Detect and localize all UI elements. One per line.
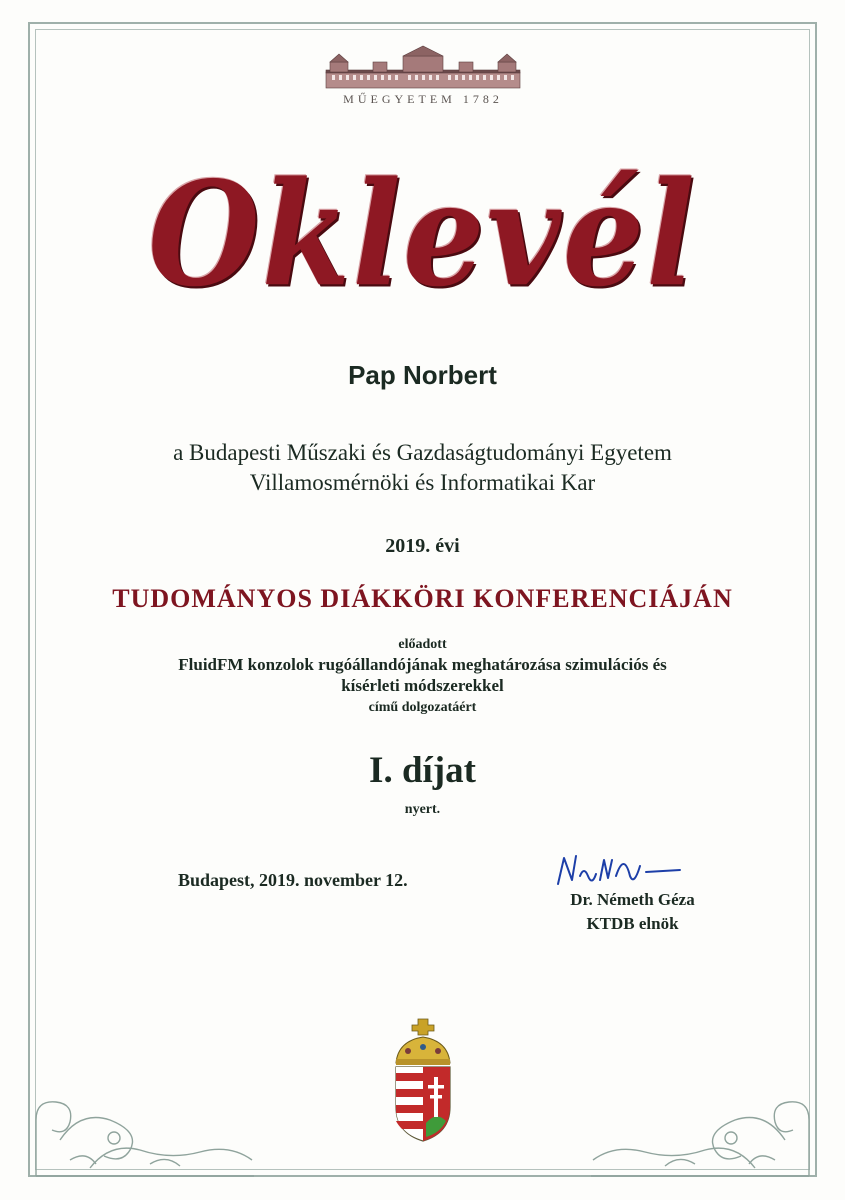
conference-title: TUDOMÁNYOS DIÁKKÖRI KONFERENCIÁJÁN [112, 584, 733, 613]
thesis-title-line-1: FluidFM konzolok rugóállandójának meghatározása szimulációs és [178, 655, 667, 674]
prize-text: I. díjat [369, 750, 476, 791]
presented-label: előadott [398, 637, 447, 652]
signature-icon [550, 846, 700, 896]
thesis-title-line-2: kísérleti módszerekkel [341, 676, 504, 695]
signer-name: Dr. Németh Géza [570, 890, 695, 909]
hungarian-coat-of-arms-icon [388, 1015, 458, 1145]
university-line-1: a Budapesti Műszaki és Gazdaságtudományi Egyetem [173, 440, 672, 465]
certificate-title: Oklevél [148, 151, 697, 319]
institution-mark: MŰEGYETEM 1782 [343, 92, 503, 106]
university-line-2: Villamosmérnöki és Informatikai Kar [249, 470, 596, 495]
signer-role: KTDB elnök [586, 914, 679, 933]
floral-ornament-icon [585, 1080, 815, 1180]
floral-ornament-icon [30, 1080, 260, 1180]
place-date: Budapest, 2019. november 12. [178, 870, 408, 890]
for-thesis-label: című dolgozatáért [368, 700, 477, 715]
year-text: 2019. évi [385, 535, 460, 557]
recipient-name: Pap Norbert [348, 360, 497, 390]
won-label: nyert. [404, 802, 441, 817]
